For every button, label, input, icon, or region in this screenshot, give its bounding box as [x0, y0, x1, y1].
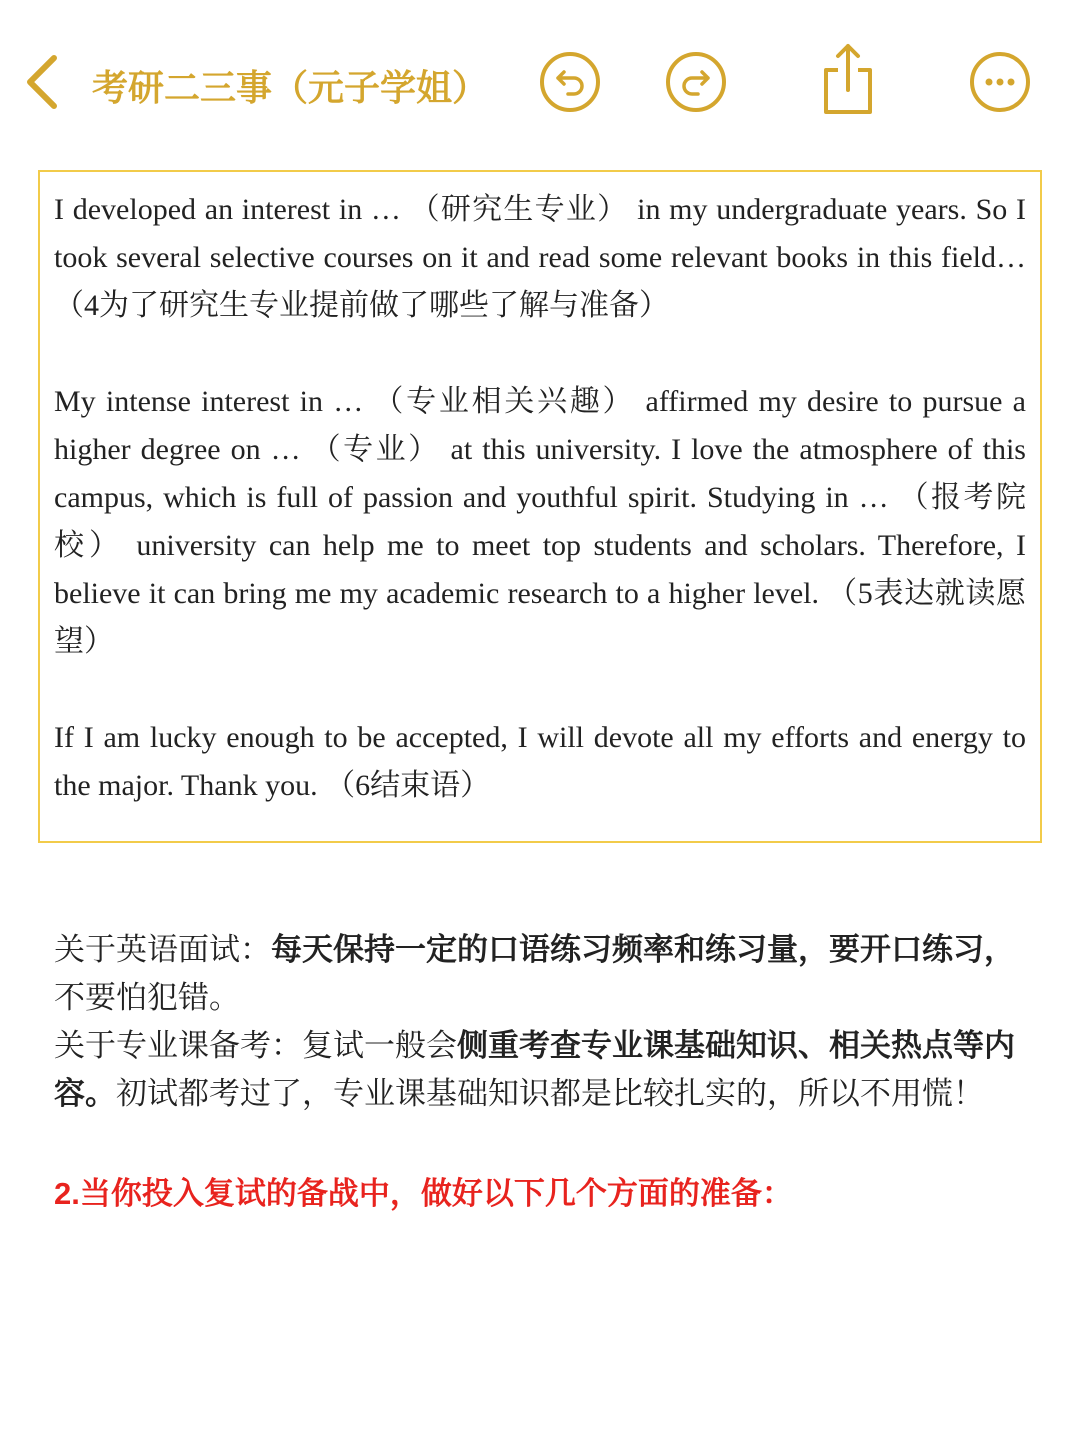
- more-icon[interactable]: [968, 50, 1032, 114]
- interview-notes: [54, 926, 1034, 1118]
- major-course-note: 关于专业课备考：复试一般会侧重考查专业课基础知识、相关热点等内容。初试都考过了，专业课基础知识都是比较扎实的，所以不用慌！: [54, 1028, 1015, 1111]
- page-title: 考研二三事（元子学姐）: [92, 67, 489, 108]
- top-navigation-bar: [0, 40, 1080, 125]
- share-icon[interactable]: [816, 42, 880, 116]
- english-interview-note: 关于英语面试：每天保持一定的口语练习频率和练习量，要开口练习，不要怕犯错。: [54, 932, 1015, 1015]
- paragraph-desire: My intense interest in … （专业相关兴趣） affirmed my desire to pursue a higher degree on … （专业） at this university. I love the atmosphere of this campus, which is full of passion and youthful spirit. Studying in … （报考院校） university can help me to meet top students and scholars. Therefore, I believe it can bring me my academic research to a higher level. （5表达就读愿望）: [54, 385, 1026, 658]
- template-text-box: [38, 170, 1042, 843]
- chevron-left-icon[interactable]: [22, 52, 62, 112]
- redo-icon[interactable]: [664, 50, 728, 114]
- undo-icon[interactable]: [538, 50, 602, 114]
- section-heading: 2.当你投入复试的备战中，做好以下几个方面的准备：: [54, 1176, 793, 1211]
- paragraph-closing: If I am lucky enough to be accepted, I will devote all my efforts and energy to the major. Thank you. （6结束语）: [54, 721, 1026, 802]
- paragraph-interest: I developed an interest in … （研究生专业） in my undergraduate years. So I took several selective courses on it and read some relevant books in this field… （4为了研究生专业提前做了哪些了解与准备）: [54, 193, 1026, 322]
